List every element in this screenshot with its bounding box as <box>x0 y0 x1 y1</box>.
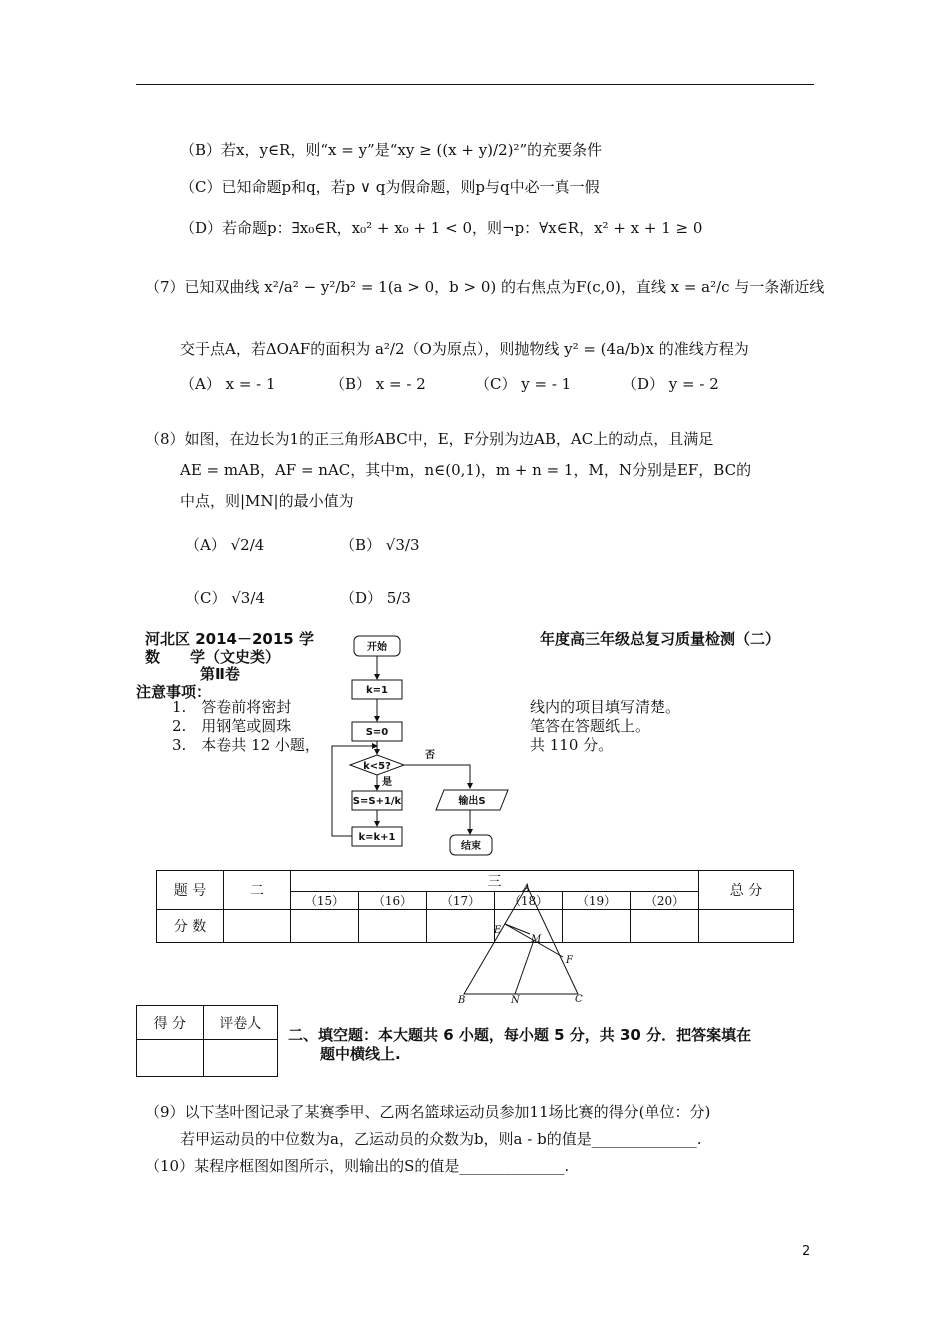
grader-score-cell <box>137 1040 204 1077</box>
score-cell <box>631 910 699 943</box>
label-b: B <box>458 995 466 1006</box>
page-number: 2 <box>802 1244 811 1259</box>
score-col-two: 二 <box>224 871 291 910</box>
q6-option-b: （B）若x，y∈R，则“x = y”是“xy ≥ ((x + y)/2)²”的充要条件 <box>180 141 603 159</box>
section-two-title-cont: 题中横线上. <box>320 1045 401 1063</box>
header-rule <box>136 84 814 85</box>
flow-output-label: 输出S <box>458 796 486 807</box>
q7-option-c: （C） y = - 1 <box>475 375 572 393</box>
q8-option-b: （B） √3/3 <box>340 536 420 554</box>
score-row1-label: 题 号 <box>157 871 224 910</box>
flow-condition-label: k<5? <box>363 761 391 772</box>
segment-mn <box>515 940 534 994</box>
flow-init-s-label: S=0 <box>365 727 389 738</box>
score-row2-label: 分 数 <box>157 910 224 943</box>
notice-1: 1. 答卷前将密封 <box>172 698 292 716</box>
exam-title-left: 河北区 2014－2015 学 <box>145 630 314 648</box>
q10-line: （10）某程序框图如图所示，则输出的S的值是______________. <box>145 1157 570 1175</box>
q6-option-c: （C）已知命题p和q，若p ∨ q为假命题，则p与q中必一真一假 <box>180 178 600 196</box>
exam-subject: 数 学（文史类） <box>145 648 281 666</box>
q8-option-d: （D） 5/3 <box>340 589 411 607</box>
q6-option-d: （D）若命题p：∃x₀∈R，x₀² + x₀ + 1 < 0，则¬p：∀x∈R，x² + x + 1 ≥ 0 <box>180 219 703 237</box>
segment-em <box>505 924 530 934</box>
label-a: A <box>523 883 531 894</box>
score-cell <box>291 910 359 943</box>
q9-line1: （9）以下茎叶图记录了某赛季甲、乙两名篮球运动员参加11场比赛的得分(单位：分) <box>145 1103 711 1121</box>
flow-update-k-label: k=k+1 <box>358 832 396 843</box>
notice-3: 3. 本卷共 12 小题， <box>172 736 320 754</box>
flow-no-label: 否 <box>425 750 435 761</box>
flow-end-label: 结束 <box>461 841 481 852</box>
label-c: C <box>575 994 583 1005</box>
flow-start-label: 开始 <box>367 642 387 653</box>
grader-name-cell <box>203 1040 277 1077</box>
triangle-figure <box>450 878 600 1008</box>
score-sub-20: （20） <box>631 892 699 910</box>
flowchart-diagram <box>320 630 530 865</box>
score-sub-16: （16） <box>359 892 427 910</box>
section-two-title: 二、填空题：本大题共 6 小题，每小题 5 分，共 30 分．把答案填在 <box>288 1026 752 1044</box>
q8-option-a: （A） √2/4 <box>185 536 265 554</box>
q7-option-b: （B） x = - 2 <box>330 375 426 393</box>
score-cell <box>224 910 291 943</box>
score-cell <box>699 910 794 943</box>
grader-score-label: 得 分 <box>137 1006 204 1040</box>
notice-2: 2. 用钢笔或圆珠 <box>172 717 292 735</box>
grader-table <box>136 1005 278 1077</box>
q9-line2: 若甲运动员的中位数为a，乙运动员的众数为b，则a - b的值是______________. <box>180 1130 702 1148</box>
score-sub-15: （15） <box>291 892 359 910</box>
q7-line2: 交于点A，若ΔOAF的面积为 a²/2（O为原点），则抛物线 y² = (4a/b)x 的准线方程为 <box>180 340 749 358</box>
q8-line1: （8）如图，在边长为1的正三角形ABC中，E，F分别为边AB，AC上的动点，且满足 <box>145 430 714 448</box>
exam-title-right: 年度高三年级总复习质量检测（二） <box>540 630 781 648</box>
score-cell <box>359 910 427 943</box>
score-sub-19: （19） <box>563 892 631 910</box>
flow-yes-label: 是 <box>382 777 392 788</box>
label-m: M <box>531 934 542 945</box>
exam-part: 第Ⅱ卷 <box>200 665 240 683</box>
label-f: F <box>566 955 573 966</box>
notice-title: 注意事项： <box>136 683 212 701</box>
notice-1-right: 线内的项目填写清楚。 <box>530 698 681 716</box>
flow-init-k-label: k=1 <box>366 685 388 696</box>
q7-option-d: （D） y = - 2 <box>622 375 719 393</box>
label-n: N <box>511 995 520 1006</box>
notice-2-right: 笔答在答题纸上。 <box>530 717 651 735</box>
q8-line2: AE = mAB，AF = nAC，其中m，n∈(0,1)，m + n = 1，M，N分别是EF，BC的 <box>180 461 752 479</box>
q8-option-c: （C） √3/4 <box>185 589 265 607</box>
q7-line1: （7）已知双曲线 x²/a² − y²/b² = 1(a > 0，b > 0) 的右焦点为F(c,0)，直线 x = a²/c 与一条渐近线 <box>145 278 825 296</box>
score-sub-18: （18） <box>495 892 563 910</box>
q7-option-a: （A） x = - 1 <box>180 375 276 393</box>
notice-3-right: 共 110 分。 <box>530 736 614 754</box>
label-e: E <box>494 925 502 936</box>
flow-update-s-label: S=S+1/k <box>352 796 402 807</box>
q8-line3: 中点，则|MN|的最小值为 <box>180 492 354 510</box>
score-sub-17: （17） <box>427 892 495 910</box>
score-col-three: 三 <box>291 871 699 892</box>
score-total: 总 分 <box>699 871 794 910</box>
grader-name-label: 评卷人 <box>203 1006 277 1040</box>
